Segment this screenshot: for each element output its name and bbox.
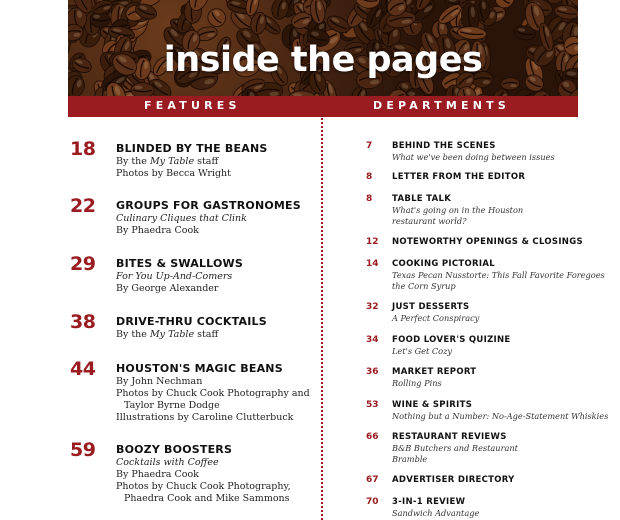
feature-byline: By the My Table staff (116, 329, 219, 340)
department-subtitle: B&B Butchers and Restaurant (392, 443, 518, 453)
department-page-number: 32 (366, 302, 379, 312)
department-title: FOOD LOVER'S QUIZINE (392, 335, 511, 345)
feature-subtitle: Culinary Cliques that Clink (116, 213, 247, 224)
feature-byline: By Phaedra Cook (116, 225, 199, 236)
departments-heading: DEPARTMENTS (373, 99, 510, 112)
feature-byline: By Phaedra Cook (116, 469, 199, 480)
department-title: MARKET REPORT (392, 367, 477, 377)
department-subtitle: Texas Pecan Nusstorte: This Fall Favorite Foregoes (392, 270, 605, 280)
department-page-number: 36 (366, 367, 379, 377)
feature-page-number: 44 (70, 358, 96, 380)
feature-credit-cont: Taylor Byrne Dodge (124, 400, 220, 411)
department-title: RESTAURANT REVIEWS (392, 432, 507, 442)
department-title: COOKING PICTORIAL (392, 259, 495, 269)
department-page-number: 70 (366, 497, 379, 507)
feature-credit: Photos by Becca Wright (116, 168, 231, 179)
department-subtitle: What's going on in the Houston (392, 205, 524, 215)
department-title: NOTEWORTHY OPENINGS & CLOSINGS (392, 237, 583, 247)
feature-title: BOOZY BOOSTERS (116, 443, 233, 456)
department-title: TABLE TALK (392, 194, 452, 204)
feature-byline: By John Nechman (116, 376, 203, 387)
department-subtitle: A Perfect Conspiracy (392, 313, 480, 323)
department-subtitle: Rolling Pins (392, 378, 442, 388)
department-page-number: 34 (366, 335, 379, 345)
department-title: BEHIND THE SCENES (392, 141, 496, 151)
section-header-band (68, 96, 578, 117)
department-title: JUST DESSERTS (392, 302, 470, 312)
department-title: WINE & SPIRITS (392, 400, 473, 410)
feature-title: DRIVE-THRU COCKTAILS (116, 315, 267, 328)
department-title: 3-IN-1 REVIEW (392, 497, 466, 507)
department-page-number: 53 (366, 400, 379, 410)
feature-title: BLINDED BY THE BEANS (116, 142, 268, 155)
feature-credit: Photos by Chuck Cook Photography and (116, 388, 310, 399)
feature-page-number: 29 (70, 253, 96, 275)
department-subtitle-cont: Bramble (392, 453, 428, 464)
department-title: LETTER FROM THE EDITOR (392, 172, 526, 182)
department-subtitle-cont: restaurant world? (392, 215, 467, 226)
feature-credit-cont: Phaedra Cook and Mike Sammons (124, 493, 290, 504)
department-subtitle-cont: the Corn Syrup (392, 280, 456, 291)
column-divider (321, 118, 323, 520)
feature-page-number: 38 (70, 311, 96, 333)
department-subtitle: Let's Get Cozy (392, 346, 453, 356)
department-page-number: 8 (366, 194, 373, 204)
department-subtitle: Sandwich Advantage (392, 508, 480, 518)
feature-subtitle: For You Up-And-Comers (116, 271, 233, 282)
department-page-number: 67 (366, 475, 379, 485)
feature-title: GROUPS FOR GASTRONOMES (116, 199, 301, 212)
features-heading: FEATURES (144, 99, 241, 112)
hero-image-coffee-beans (68, 0, 578, 100)
feature-byline: By the My Table staff (116, 156, 219, 167)
feature-title: BITES & SWALLOWS (116, 257, 243, 270)
department-page-number: 8 (366, 172, 373, 182)
department-subtitle: What we've been doing between issues (392, 152, 555, 162)
feature-page-number: 18 (70, 138, 96, 160)
department-page-number: 66 (366, 432, 379, 442)
feature-page-number: 22 (70, 195, 96, 217)
department-title: ADVERTISER DIRECTORY (392, 475, 515, 485)
feature-page-number: 59 (70, 439, 96, 461)
feature-subtitle: Cocktails with Coffee (116, 457, 219, 468)
department-page-number: 14 (366, 259, 379, 269)
feature-illustration-credit: Illustrations by Caroline Clutterbuck (116, 412, 294, 423)
feature-title: HOUSTON'S MAGIC BEANS (116, 362, 283, 375)
feature-byline: By George Alexander (116, 283, 219, 294)
department-subtitle: Nothing but a Number: No-Age-Statement Whiskies (392, 411, 609, 421)
department-page-number: 7 (366, 141, 373, 151)
department-page-number: 12 (366, 237, 379, 247)
page-title: inside the pages (163, 40, 483, 80)
feature-credit: Photos by Chuck Cook Photography, (116, 481, 291, 492)
